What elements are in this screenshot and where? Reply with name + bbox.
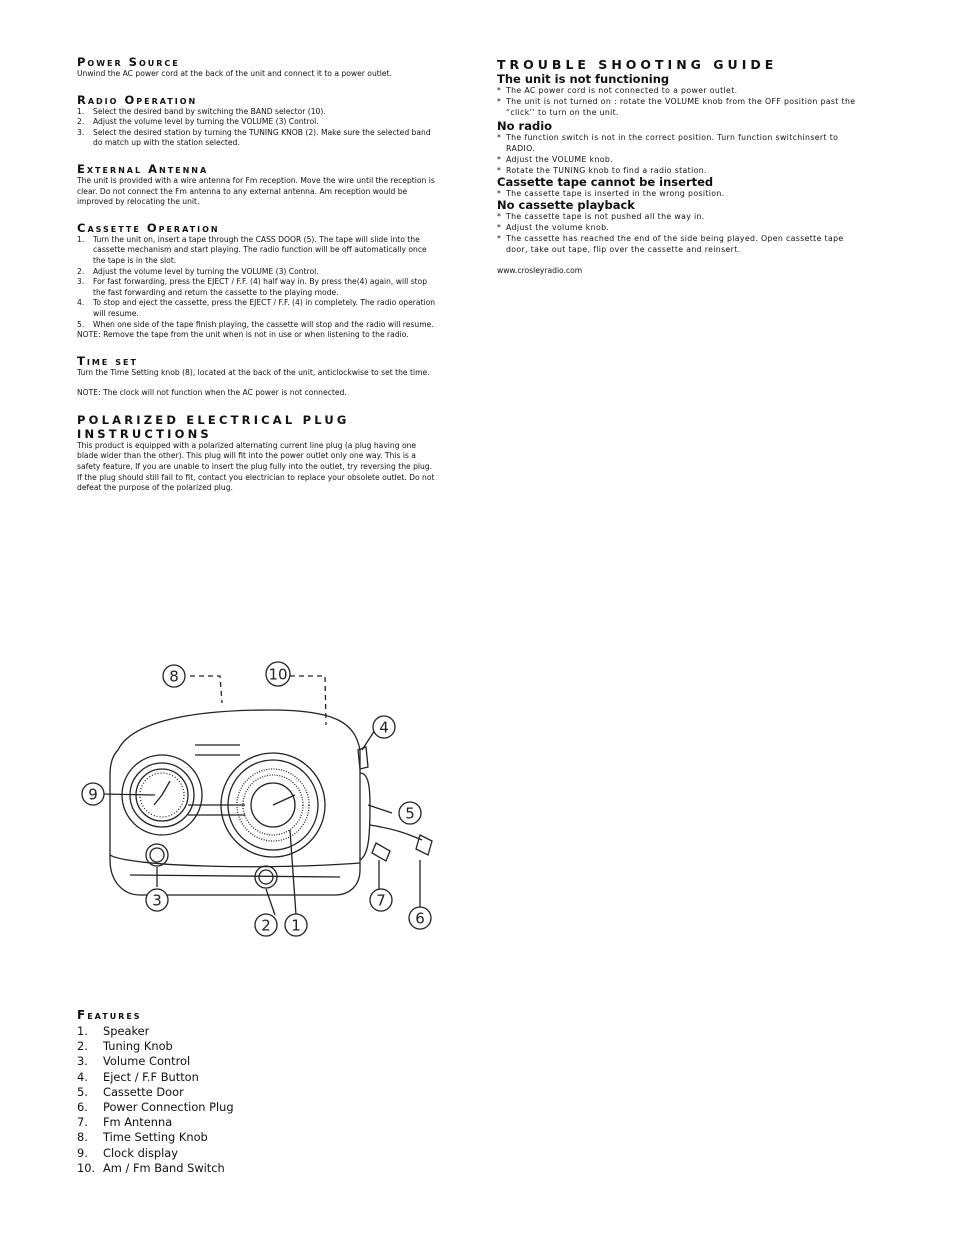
list-item: * The cassette tape is not pushed all the way in.: [497, 212, 705, 221]
group-no-cassette-playback: [497, 199, 859, 255]
radio-operation-list: [77, 107, 437, 149]
power-cord: [370, 825, 422, 840]
list-item: 5. When one side of the tape finish playing, the cassette will stop and the radio will resume.: [77, 319, 434, 329]
svg-text:7: 7: [376, 891, 386, 910]
list-item: 10. Am / Fm Band Switch: [77, 1160, 225, 1175]
list-item: 8. Time Setting Knob: [77, 1130, 208, 1145]
svg-text:5: 5: [405, 804, 415, 823]
time-set-heading: Time set: [77, 353, 138, 368]
callout-10: [266, 662, 290, 686]
polarized-plug-section: [77, 413, 437, 494]
power-source-heading: Power Source: [77, 55, 180, 69]
cassette-note: NOTE: Remove the tape from the unit when is not in use or when listening to the radio.: [77, 330, 409, 340]
power-source-text: Unwind the AC power cord at the back of the unit and connect it to a power outlet.: [77, 69, 392, 78]
list-item: * The cassette has reached the end of the side being played. Open cassette tape door, take out tape, flip over the cassette and reinsert.: [497, 234, 844, 254]
list-item: 1. Speaker: [77, 1024, 150, 1038]
list-item: 4. To stop and eject the cassette, press the EJECT / F.F. (4) in completely. The radio operation will resume.: [77, 298, 436, 318]
list-item: 5. Cassette Door: [77, 1084, 184, 1099]
group-heading: No cassette playback: [497, 198, 635, 212]
polarized-plug-heading-line1: POLARIZED ELECTRICAL PLUG: [77, 412, 350, 427]
callout-7: [370, 889, 392, 911]
list-item: * Adjust the volume knob.: [497, 223, 610, 232]
radio-diagram: [70, 655, 450, 945]
list-item: * Adjust the VOLUME knob.: [497, 155, 613, 164]
callout-9: [82, 783, 104, 805]
fm-antenna: [372, 843, 390, 861]
list-item: 2. Tuning Knob: [77, 1039, 173, 1054]
list-item: * The cassette tape is inserted in the wrong position.: [497, 189, 725, 198]
group-unit-not-functioning: [497, 73, 859, 118]
callout-2: [255, 914, 277, 936]
list-item: * The unit is not turned on : rotate the VOLUME knob from the OFF position past the “click’’ to turn on the unit.: [497, 97, 856, 117]
list-item: 6. Power Connection Plug: [77, 1100, 234, 1115]
list-item: 4. Eject / F.F Button: [77, 1069, 199, 1084]
radio-operation-section: [77, 94, 437, 149]
external-antenna-heading: External Antenna: [77, 161, 209, 176]
svg-text:10: 10: [268, 665, 288, 684]
callout-8: [163, 665, 185, 687]
time-set-section: [77, 355, 437, 399]
right-column: [497, 58, 859, 283]
polarized-plug-heading-line2: INSTRUCTIONS: [77, 426, 212, 441]
list-item: 3. Select the desired station by turning the TUNING KNOB (2). Make sure the selected band do match up with the station selected.: [77, 127, 431, 148]
cassette-operation-heading: Cassette Operation: [77, 220, 220, 235]
left-column: [77, 56, 437, 504]
group-no-radio: [497, 120, 859, 176]
group-cassette-cannot-insert: [497, 176, 859, 199]
volume-knob: [146, 844, 168, 866]
list-item: * The AC power cord is not connected to a power outlet.: [497, 86, 738, 95]
list-item: 9. Clock display: [77, 1145, 179, 1160]
cassette-operation-list: [77, 235, 437, 330]
external-antenna-text: The unit is provided with a wire antenna for Fm reception. Move the wire until the reception is clear. Do not connect the Fm antenna to any external antenna. Am reception would be improved by relocating the unit.: [77, 175, 435, 207]
svg-text:1: 1: [291, 916, 301, 935]
features-heading: Features: [77, 1008, 142, 1022]
group-heading: Cassette tape cannot be inserted: [497, 175, 714, 189]
website-url[interactable]: www.crosleyradio.com: [497, 266, 583, 275]
list-item: 2. Adjust the volume level by turning the VOLUME (3) Control.: [77, 266, 319, 276]
svg-text:2: 2: [261, 916, 271, 935]
features-section: [77, 1008, 234, 1176]
svg-text:6: 6: [415, 909, 425, 928]
callout-3: [146, 889, 168, 911]
svg-text:3: 3: [152, 891, 162, 910]
list-item: 2. Adjust the volume level by turning the VOLUME (3) Control.: [77, 117, 319, 127]
callout-4: [373, 716, 395, 738]
list-item: * Rotate the TUNING knob to find a radio station.: [497, 166, 707, 175]
list-item: 3. Volume Control: [77, 1054, 191, 1069]
polarized-plug-text: This product is equipped with a polarized alternating current line plug (a plug having one blade wider than the other). This plug will fit into the power outlet only one way. This is a safety feature, If you are unable to insert the plug fully into the outlet, try reversing the plug. If the plug should still fail to fit, contact you electrician to replace your obsolete outlet. Do not defeat the purpose of the polarized plug.: [77, 440, 435, 493]
radio-operation-heading: Radio Operation: [77, 92, 198, 107]
callout-1: [285, 914, 307, 936]
time-set-text: Turn the Time Setting knob (8), located at the back of the unit, anticlockwise to set the time.: [77, 367, 430, 377]
cassette-operation-section: [77, 222, 437, 341]
group-heading: No radio: [497, 119, 553, 133]
svg-text:9: 9: [88, 785, 98, 804]
cassette-door: [360, 773, 370, 860]
trouble-shooting-heading: TROUBLE SHOOTING GUIDE: [497, 57, 778, 72]
list-item: 7. Fm Antenna: [77, 1115, 173, 1130]
external-antenna-section: [77, 163, 437, 208]
callout-6: [409, 907, 431, 929]
list-item: * The function switch is not in the correct position. Turn function switchinsert to RADIO.: [497, 133, 839, 153]
list-item: 1. Select the desired band by switching the BAND selector (10).: [77, 106, 326, 116]
list-item: 3. For fast forwarding, press the EJECT / F.F. (4) half way in. By press the(4) again, will stop the fast forwarding and return the cassette to the playing mode.: [77, 277, 428, 297]
list-item: 1. Turn the unit on, insert a tape through the CASS DOOR (5). The tape will slide into the cassette mechanism and start playing. The radio function will be off automatically once the tape is in the slot.: [77, 234, 427, 265]
time-set-note: NOTE: The clock will not function when the AC power is not connected.: [77, 388, 347, 398]
group-heading: The unit is not functioning: [497, 72, 670, 86]
callout-5: [399, 802, 421, 824]
features-list: [77, 1024, 234, 1176]
svg-text:4: 4: [379, 718, 389, 737]
svg-text:8: 8: [169, 667, 179, 686]
power-source-section: [77, 56, 437, 80]
